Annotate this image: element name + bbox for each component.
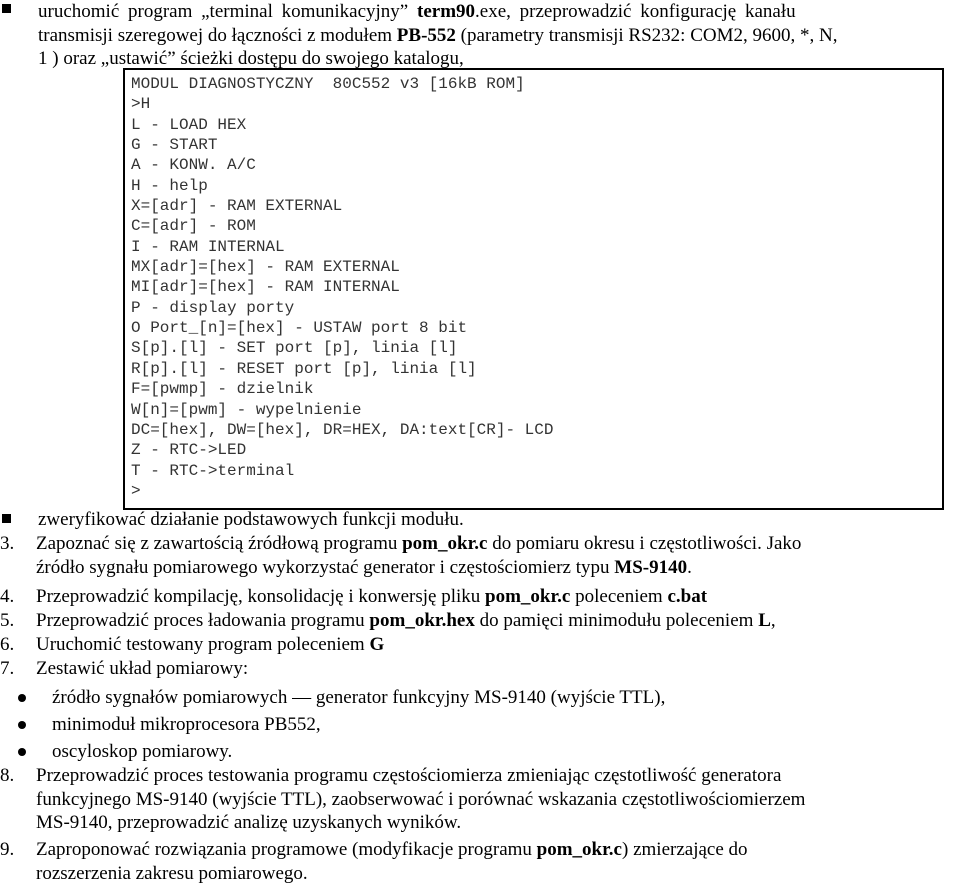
- terminal-line: DC=[hex], DW=[hex], DR=HEX, DA:text[CR]- LCD: [131, 420, 554, 439]
- terminal-line: R[p].[l] - RESET port [p], linia [l]: [131, 359, 477, 378]
- step-number: 8.: [0, 765, 15, 786]
- step-7: 7. Zestawić układ pomiarowy:: [0, 658, 249, 679]
- step-number: 6.: [0, 634, 15, 655]
- terminal-line: F=[pwmp] - dzielnik: [131, 380, 314, 399]
- step-9-line-2: rozszerzenia zakresu pomiarowego.: [36, 862, 308, 884]
- step-number: 4.: [0, 586, 15, 607]
- step-number: 5.: [0, 610, 15, 631]
- intro-line-2: transmisji szeregowej do łączności z modułem PB-552 (parametry transmisji RS232: COM2, 9600, *, N,: [38, 24, 838, 46]
- intro-line-3: 1 ) oraz „ustawić” ścieżki dostępu do swojego katalogu,: [38, 48, 464, 69]
- terminal-line: W[n]=[pwm] - wypelnienie: [131, 400, 362, 419]
- step-4: 4. Przeprowadzić kompilację, konsolidację i konwersję pliku pom_okr.c poleceniem c.bat: [0, 586, 708, 607]
- terminal-line: G - START: [131, 136, 218, 155]
- terminal-line: C=[adr] - ROM: [131, 217, 256, 236]
- intro-line-1: uruchomić program „terminal komunikacyjny” term90.exe, przeprowadzić konfigurację kanału: [38, 1, 796, 22]
- terminal-line: L - LOAD HEX: [131, 115, 247, 134]
- bullet-signal-source: źródło sygnałów pomiarowych — generator funkcyjny MS-9140 (wyjście TTL),: [52, 687, 666, 708]
- step-9-line-1: Zaproponować rozwiązania programowe (modyfikacje programu pom_okr.c) zmierzające do: [36, 839, 748, 860]
- terminal-output: [123, 68, 944, 510]
- bullet-minimodule: minimoduł mikroprocesora PB552,: [52, 714, 321, 735]
- step-3-line-1: Zapoznać się z zawartością źródłową programu pom_okr.c do pomiaru okresu i częstotliwości. Jako: [36, 533, 802, 554]
- terminal-line: MODUL DIAGNOSTYCZNY 80C552 v3 [16kB ROM]: [131, 75, 525, 93]
- step-8: [0, 764, 952, 835]
- terminal-line: MI[adr]=[hex] - RAM INTERNAL: [131, 278, 400, 297]
- terminal-line: Z - RTC->LED: [131, 441, 247, 460]
- terminal-line: H - help: [131, 176, 208, 195]
- step-8-line-2: funkcyjnego MS-9140 (wyjście TTL), zaobserwować i porównać wskazania częstotliwościomierzem: [36, 788, 806, 810]
- terminal-line: T - RTC->terminal: [131, 461, 295, 480]
- step-6: 6. Uruchomić testowany program poleceniem G: [0, 634, 385, 655]
- terminal-line: I - RAM INTERNAL: [131, 237, 285, 256]
- verify-text: zweryfikować działanie podstawowych funkcji modułu.: [38, 509, 464, 530]
- step-8-line-3: MS-9140, przeprowadzić analizę uzyskanych wyników.: [36, 812, 462, 833]
- terminal-line: S[p].[l] - SET port [p], linia [l]: [131, 339, 458, 358]
- terminal-line: MX[adr]=[hex] - RAM EXTERNAL: [131, 258, 400, 277]
- step-5: 5. Przeprowadzić proces ładowania programu pom_okr.hex do pamięci minimodułu poleceniem L,: [0, 610, 776, 631]
- terminal-line: P - display porty: [131, 298, 295, 317]
- terminal-line: A - KONW. A/C: [131, 156, 256, 175]
- step-number: 9.: [0, 839, 15, 860]
- bullet-dot-icon: [18, 721, 26, 729]
- step-3-line-2: źródło sygnału pomiarowego wykorzystać generator i częstościomierz typu MS-9140.: [36, 556, 692, 578]
- step-3: [0, 532, 952, 579]
- intro-paragraph: [0, 0, 960, 71]
- terminal-line: >H: [131, 95, 151, 114]
- step-9: [0, 838, 952, 885]
- terminal-line: >: [131, 481, 141, 500]
- bullet-oscilloscope: oscyloskop pomiarowy.: [52, 741, 233, 762]
- step-number: 3.: [0, 533, 15, 554]
- terminal-line: X=[adr] - RAM EXTERNAL: [131, 197, 343, 216]
- bullet-dot-icon: [18, 748, 26, 756]
- terminal-line: O Port_[n]=[hex] - USTAW port 8 bit: [131, 319, 468, 338]
- step-number: 7.: [0, 658, 15, 679]
- bullet-dot-icon: [18, 694, 26, 702]
- square-bullet-icon: [2, 514, 11, 523]
- step-8-line-1: Przeprowadzić proces testowania programu częstościomierza zmieniając częstotliwość generatora: [36, 765, 782, 786]
